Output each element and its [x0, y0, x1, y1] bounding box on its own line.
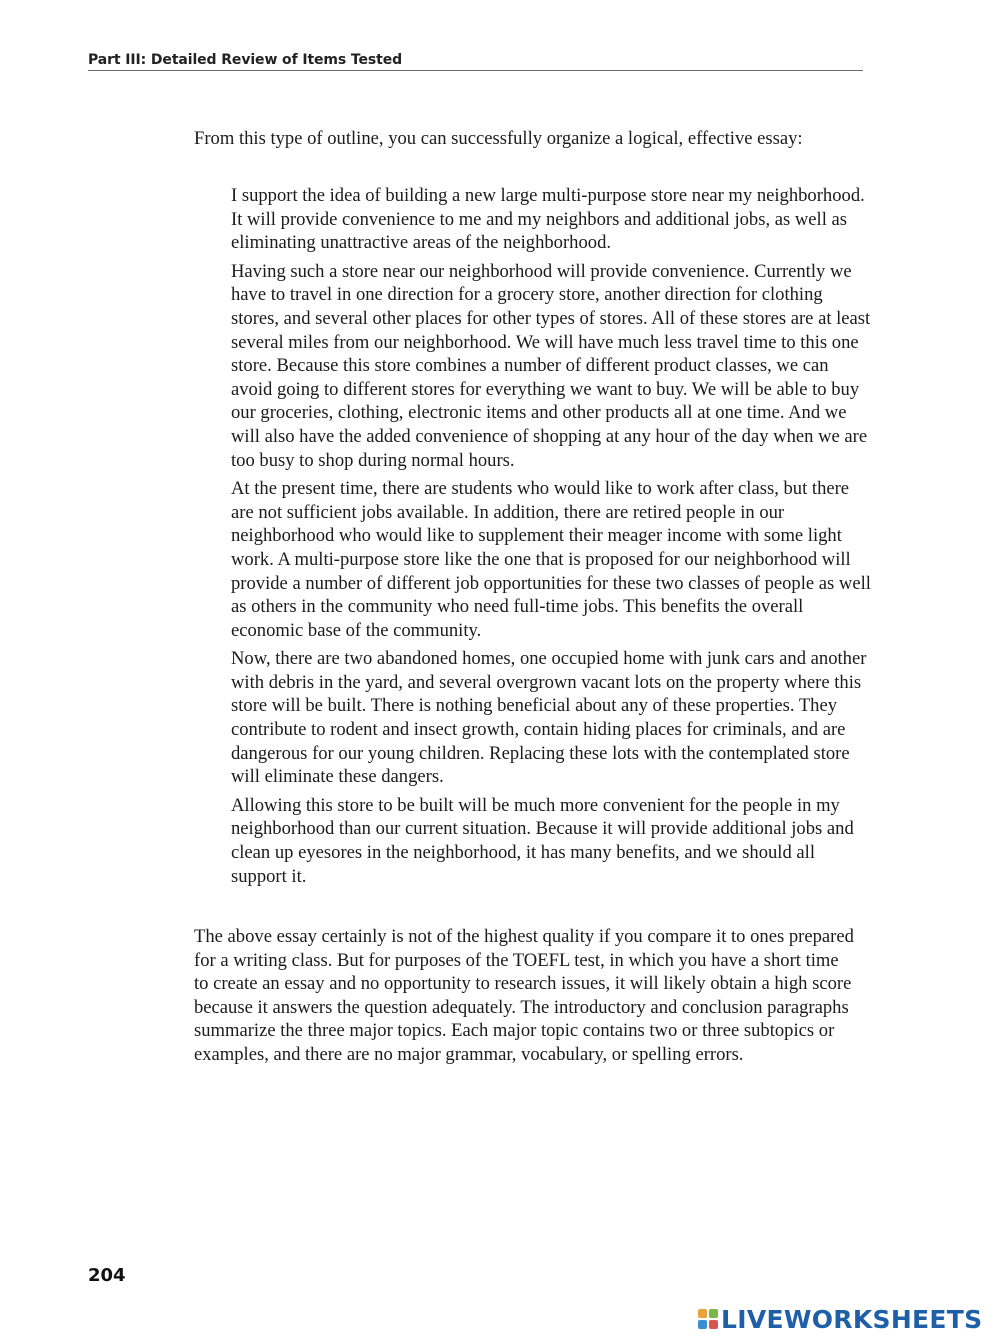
essay-paragraph-eyesores: Now, there are two abandoned homes, one occupied home with junk cars and another with debris in the yard, and several overgrown vacant lots on the property where this store will be built. There is nothing beneficial about any of these properties. They contribute to rodent and insect growth, contain hiding places for criminals, and are dangerous for our young children. Replacing these lots with the contemplated store will eliminate these dangers. [231, 648, 867, 788]
running-head: Part III: Detailed Review of Items Tested [88, 52, 863, 71]
analysis-paragraph: The above essay certainly is not of the highest quality if you compare it to ones prepared for a writing class. But for purposes of the TOEFL test, in which you have a short time to create an essay and no opportunity to research issues, it will likely obtain a high score because it answers the question adequately. The introductory and conclusion paragraphs summarize the three major topics. Each major topic contains two or three subtopics or examples, and there are no major grammar, vocabulary, or spelling errors. [194, 926, 854, 1065]
intro-paragraph: From this type of outline, you can successfully organize a logical, effective essay: [194, 128, 803, 149]
logo-square-icon [698, 1320, 707, 1329]
essay-paragraph-jobs: At the present time, there are students who would like to work after class, but there are not sufficient jobs available. In addition, there are retired people in our neighborhood who would like to supplement their meager income with some light work. A multi-purpose store like the one that is proposed for our neighborhood will provide a number of different job opportunities for these two classes of people as well as others in the community who need full-time jobs. This benefits the overall economic base of the community. [231, 478, 871, 641]
logo-square-icon [709, 1320, 718, 1329]
liveworksheets-watermark [698, 1302, 982, 1336]
watermark-text: LIVEWORKSHEETS [721, 1304, 983, 1334]
logo-square-icon [698, 1309, 707, 1318]
essay-paragraph-conclusion: Allowing this store to be built will be much more convenient for the people in my neighborhood than our current situation. Because it will provide additional jobs and clean up eyesores in the neighborhood, it has many benefits, and we should all support it. [231, 794, 854, 887]
essay-paragraph-convenience: Having such a store near our neighborhood will provide convenience. Currently we have to travel in one direction for a grocery store, another direction for clothing stores, and several other places for other types of stores. All of these stores are at least several miles from our neighborhood. We will have much less travel time to this one store. Because this store combines a number of different product classes, we can avoid going to different stores for everything we want to buy. We will be able to buy our groceries, clothing, electronic items and other products all at one time. And we will also have the added convenience of shopping at any hour of the day when we are too busy to shop during normal hours. [231, 260, 871, 471]
liveworksheets-logo-icon [698, 1309, 718, 1329]
essay-paragraph-intro: I support the idea of building a new large multi-purpose store near my neighborhood. It will provide convenience to me and my neighbors and additional jobs, as well as eliminating unattractive areas of the neighborhood. [231, 185, 865, 254]
sample-essay [231, 184, 871, 893]
logo-square-icon [709, 1309, 718, 1318]
page-number: 204 [88, 1265, 126, 1286]
